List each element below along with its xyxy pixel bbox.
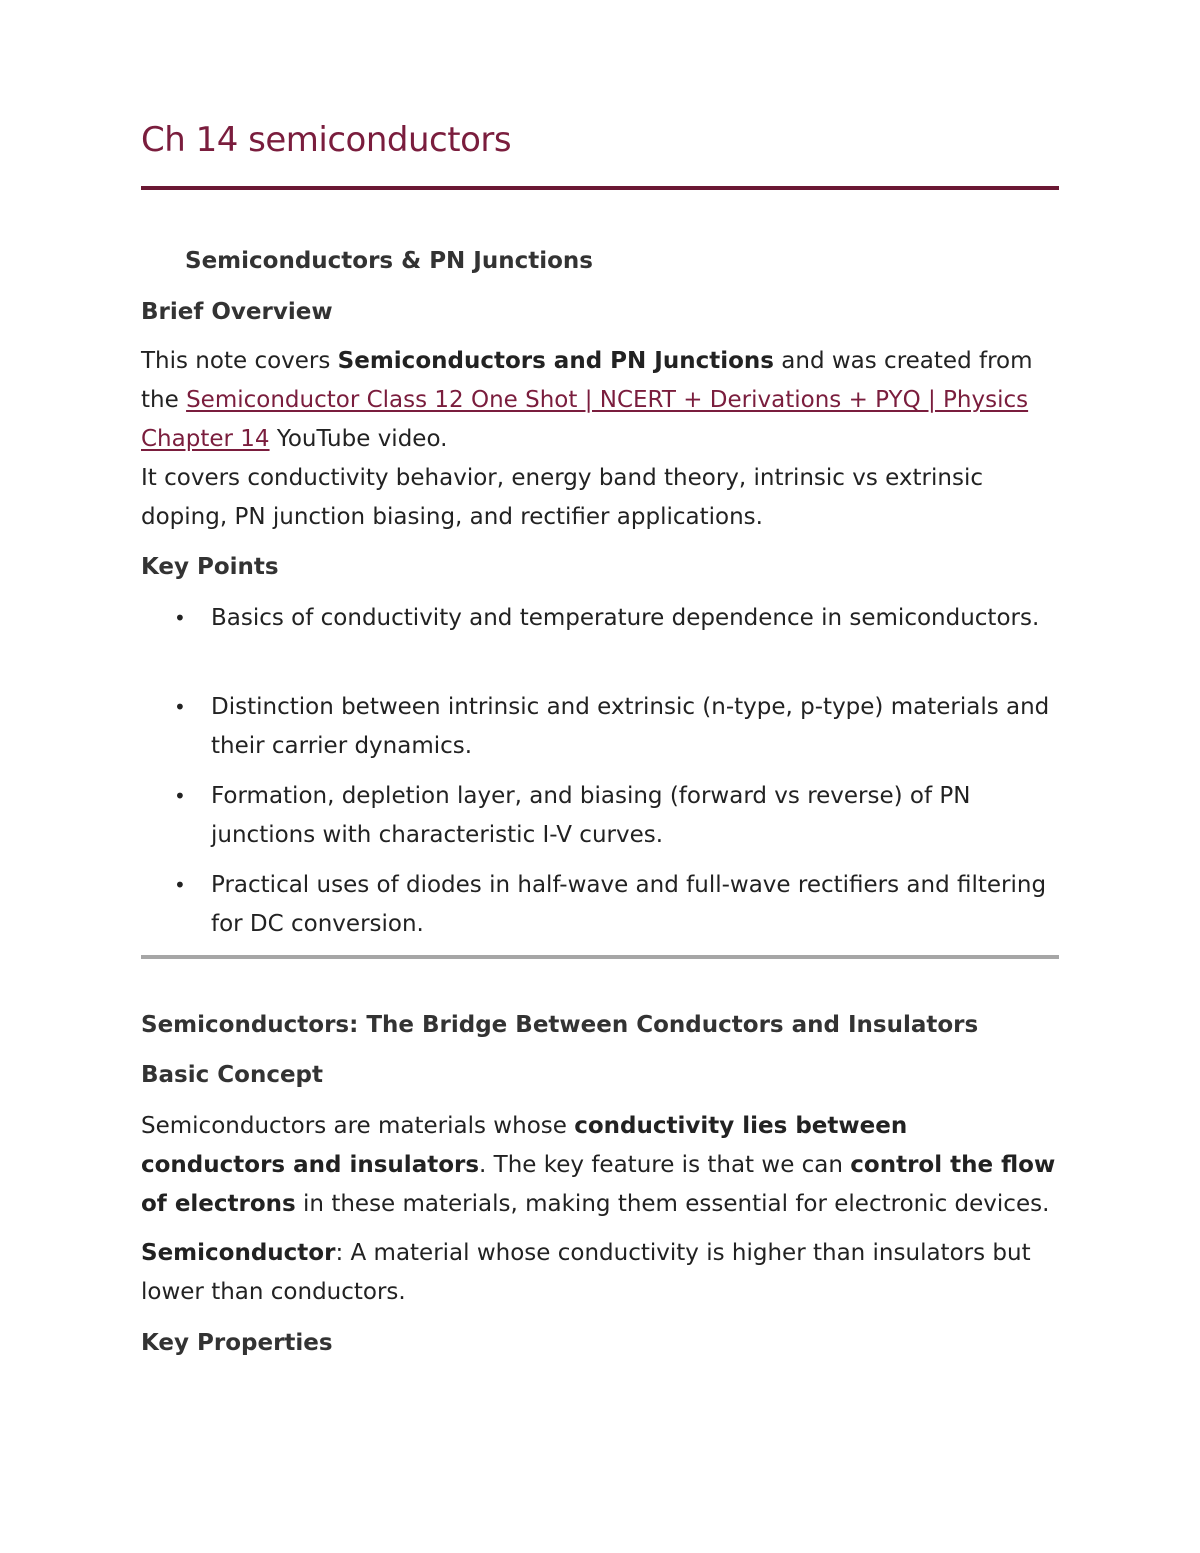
concept-text-3: in these materials, making them essential for electronic devices.	[295, 1191, 1050, 1217]
definition-term: Semiconductor	[141, 1240, 336, 1266]
bullet-icon: •	[174, 606, 186, 630]
definition-text: : A material whose conductivity is higher than insulators but lower than conductors.	[141, 1240, 1031, 1305]
list-item	[141, 777, 1059, 855]
concept-bold-1: conductivity lies between conductors and insulators	[141, 1113, 908, 1178]
overview-heading: Brief Overview	[141, 299, 333, 325]
bullet-icon: •	[174, 695, 186, 719]
concept-bold-2: control the flow of electrons	[141, 1152, 1056, 1217]
basic-concept-heading: Basic Concept	[141, 1062, 324, 1088]
definition-paragraph	[141, 1234, 1059, 1312]
bullet-icon: •	[174, 873, 186, 897]
key-properties-heading: Key Properties	[141, 1330, 333, 1356]
basic-concept-paragraph	[141, 1107, 1059, 1224]
overview-summary: It covers conductivity behavior, energy band theory, intrinsic vs extrinsic doping, PN junction biasing, and rectifier applications.	[141, 465, 983, 530]
overview-text-2: and was created from the	[141, 348, 1033, 413]
list-item	[141, 688, 1059, 766]
key-points-heading: Key Points	[141, 554, 279, 580]
section-heading: Semiconductors: The Bridge Between Conductors and Insulators	[141, 1012, 979, 1038]
overview-text-3: YouTube video.	[269, 426, 448, 452]
overview-text-1: This note covers	[141, 348, 338, 374]
concept-text-1: Semiconductors are materials whose	[141, 1113, 575, 1139]
list-item-text: Basics of conductivity and temperature dependence in semiconductors.	[211, 605, 1040, 631]
document-subtitle: Semiconductors & PN Junctions	[185, 248, 593, 274]
list-item	[141, 866, 1059, 944]
youtube-video-link[interactable]: Semiconductor Class 12 One Shot | NCERT + Derivations + PYQ | Physics Chapter 14	[141, 387, 1029, 452]
concept-text-2: . The key feature is that we can	[479, 1152, 851, 1178]
list-item-text: Formation, depletion layer, and biasing (forward vs reverse) of PN junctions with characteristic I-V curves.	[211, 783, 971, 848]
document-title: Ch 14 semiconductors	[141, 120, 512, 160]
bullet-icon: •	[174, 784, 186, 808]
section-divider	[141, 955, 1059, 959]
list-item-text: Practical uses of diodes in half-wave and full-wave rectifiers and filtering for DC conversion.	[211, 872, 1047, 937]
list-item	[141, 599, 1059, 677]
overview-paragraph	[141, 342, 1059, 459]
title-divider	[141, 186, 1059, 190]
overview-bold-topic: Semiconductors and PN Junctions	[337, 348, 774, 374]
list-item-text: Distinction between intrinsic and extrinsic (n-type, p-type) materials and their carrier dynamics.	[211, 694, 1050, 759]
